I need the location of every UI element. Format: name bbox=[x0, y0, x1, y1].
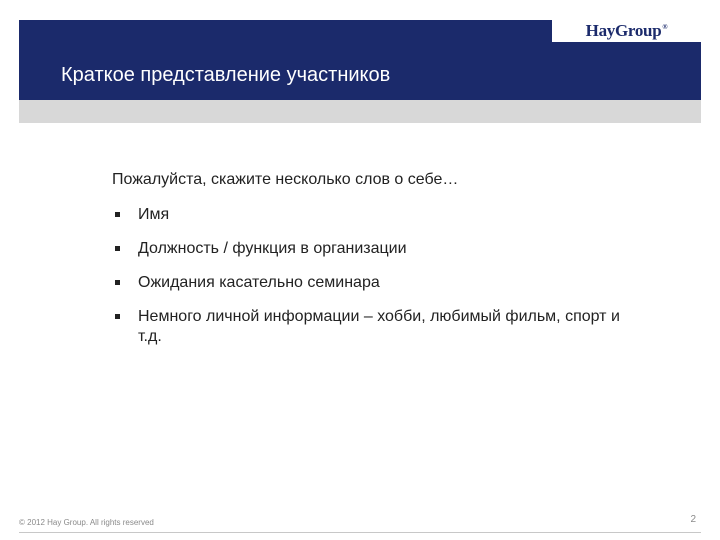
bullet-square-icon bbox=[115, 246, 120, 251]
intro-text: Пожалуйста, скажите несколько слов о себе… bbox=[112, 171, 459, 188]
bullet-square-icon bbox=[115, 314, 120, 319]
bullet-square-icon bbox=[115, 280, 120, 285]
footer-divider bbox=[19, 532, 701, 533]
haygroup-logo: HayGroup® bbox=[585, 21, 668, 40]
copyright-text: © 2012 Hay Group. All rights reserved bbox=[19, 518, 154, 527]
bullet-square-icon bbox=[115, 212, 120, 217]
page-number: 2 bbox=[690, 514, 696, 525]
slide-title: Краткое представление участников bbox=[61, 64, 391, 86]
logo-box bbox=[552, 20, 701, 42]
header-grey-band bbox=[19, 100, 701, 123]
